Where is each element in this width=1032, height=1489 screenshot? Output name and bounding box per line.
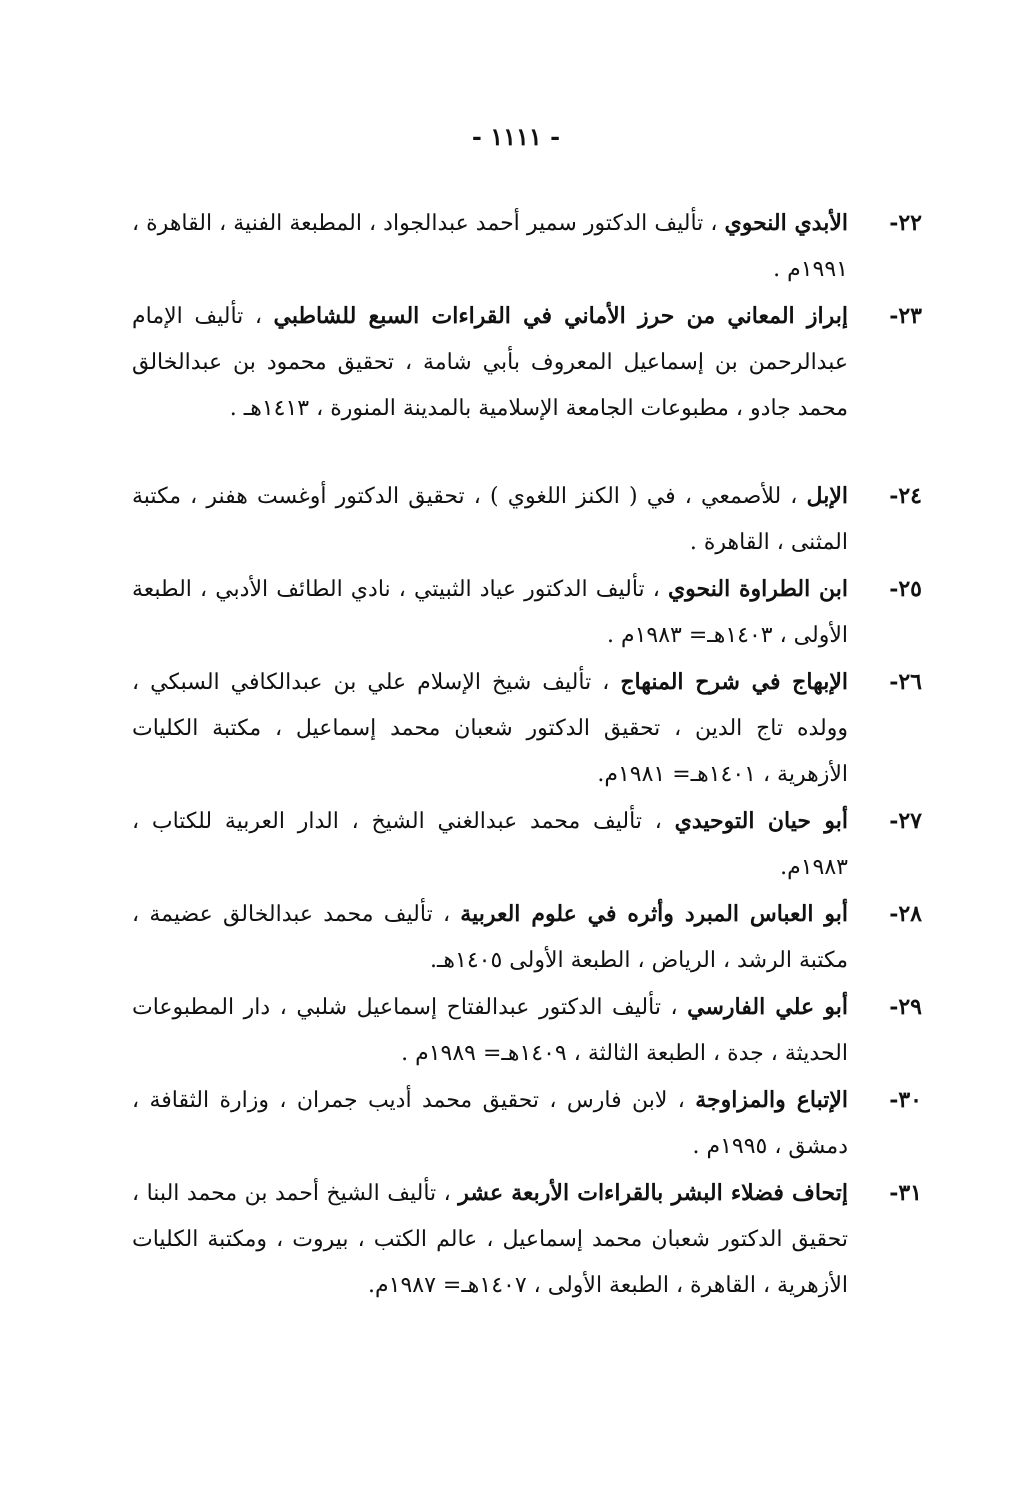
bibliography-list	[132, 200, 922, 1350]
entry-text	[132, 566, 848, 659]
entry-number: ٢٥-	[889, 576, 922, 602]
bibliography-entry-29	[132, 984, 922, 1077]
entry-text	[132, 659, 848, 798]
entry-details: ، تأليف الإمام عبدالرحمن بن إسماعيل المعروف بأبي شامة ، تحقيق محمود بن عبدالخالق محمد جادو ، مطبوعات الجامعة الإسلامية بالمدينة المنورة ، ١٤١٣هـ .	[132, 304, 848, 421]
entry-number: ٢٢-	[889, 210, 922, 236]
entry-number: ٢٣-	[889, 303, 922, 329]
entry-text	[132, 798, 848, 891]
entry-text	[132, 1170, 848, 1309]
bibliography-entry-26	[132, 659, 922, 798]
entry-number: ٢٧-	[889, 808, 922, 834]
entry-number: ٣١-	[889, 1180, 922, 1206]
bibliography-entry-23	[132, 293, 922, 473]
entry-number: ٢٦-	[889, 669, 922, 695]
entry-number: ٣٠-	[889, 1087, 922, 1113]
bibliography-entry-31	[132, 1170, 922, 1350]
entry-text	[132, 473, 848, 566]
bibliography-entry-30	[132, 1077, 922, 1170]
entry-text	[132, 984, 848, 1077]
bibliography-entry-27	[132, 798, 922, 891]
bibliography-entry-22	[132, 200, 922, 293]
entry-number: ٢٨-	[889, 901, 922, 927]
entry-text	[132, 891, 848, 984]
entry-title: الإبل	[806, 483, 848, 509]
entry-title: أبو حيان التوحيدي	[674, 808, 849, 834]
entry-text	[132, 1077, 848, 1170]
entry-details: ، تأليف الشيخ أحمد بن محمد البنا ، تحقيق الدكتور شعبان محمد إسماعيل ، عالم الكتب ، بيروت ، ومكتبة الكليات الأزهرية ، القاهرة ، الطبعة الأولى ، ١٤٠٧هـ= ١٩٨٧م.	[132, 1181, 848, 1298]
bibliography-entry-24	[132, 473, 922, 566]
entry-text	[132, 293, 848, 432]
entry-title: إبراز المعاني من حرز الأماني في القراءات السبع للشاطبي	[273, 303, 848, 329]
page-number: - ١١١١ -	[471, 122, 561, 151]
entry-details: ، تأليف محمد عبدالخالق عضيمة ، مكتبة الرشد ، الرياض ، الطبعة الأولى ١٤٠٥هـ.	[132, 902, 848, 973]
entry-title: الإتباع والمزاوجة	[695, 1087, 848, 1113]
entry-details: ، تأليف الدكتور عبدالفتاح إسماعيل شلبي ، دار المطبوعات الحديثة ، جدة ، الطبعة الثالثة ، ١٤٠٩هـ= ١٩٨٩م .	[132, 995, 848, 1066]
entry-details: ، تأليف محمد عبدالغني الشيخ ، الدار العربية للكتاب ، ١٩٨٣م.	[132, 809, 848, 880]
entry-number: ٢٤-	[889, 483, 922, 509]
entry-number: ٢٩-	[889, 994, 922, 1020]
bibliography-entry-25	[132, 566, 922, 659]
entry-text	[132, 200, 848, 293]
entry-title: ابن الطراوة النحوي	[667, 576, 848, 602]
bibliography-entry-28	[132, 891, 922, 984]
entry-title: إتحاف فضلاء البشر بالقراءات الأربعة عشر	[458, 1180, 848, 1206]
entry-title: الإبهاج في شرح المنهاج	[620, 669, 848, 695]
entry-title: أبو العباس المبرد وأثره في علوم العربية	[460, 901, 848, 927]
entry-title: الأبدي النحوي	[724, 210, 848, 236]
entry-details: ، تأليف الدكتور سمير أحمد عبدالجواد ، المطبعة الفنية ، القاهرة ، ١٩٩١م .	[132, 211, 848, 282]
entry-details: ، لابن فارس ، تحقيق محمد أديب جمران ، وزارة الثقافة ، دمشق ، ١٩٩٥م .	[132, 1088, 848, 1159]
entry-details: ، للأصمعي ، في ( الكنز اللغوي ) ، تحقيق الدكتور أوغست هفنر ، مكتبة المثنى ، القاهرة .	[132, 484, 848, 555]
entry-details: ، تأليف الدكتور عياد الثبيتي ، نادي الطائف الأدبي ، الطبعة الأولى ، ١٤٠٣هـ= ١٩٨٣م .	[132, 577, 848, 648]
entry-title: أبو علي الفارسي	[687, 994, 848, 1020]
entry-details: ، تأليف شيخ الإسلام علي بن عبدالكافي السبكي ، وولده تاج الدين ، تحقيق الدكتور شعبان محمد إسماعيل ، مكتبة الكليات الأزهرية ، ١٤٠١هـ= ١٩٨١م.	[132, 670, 848, 787]
